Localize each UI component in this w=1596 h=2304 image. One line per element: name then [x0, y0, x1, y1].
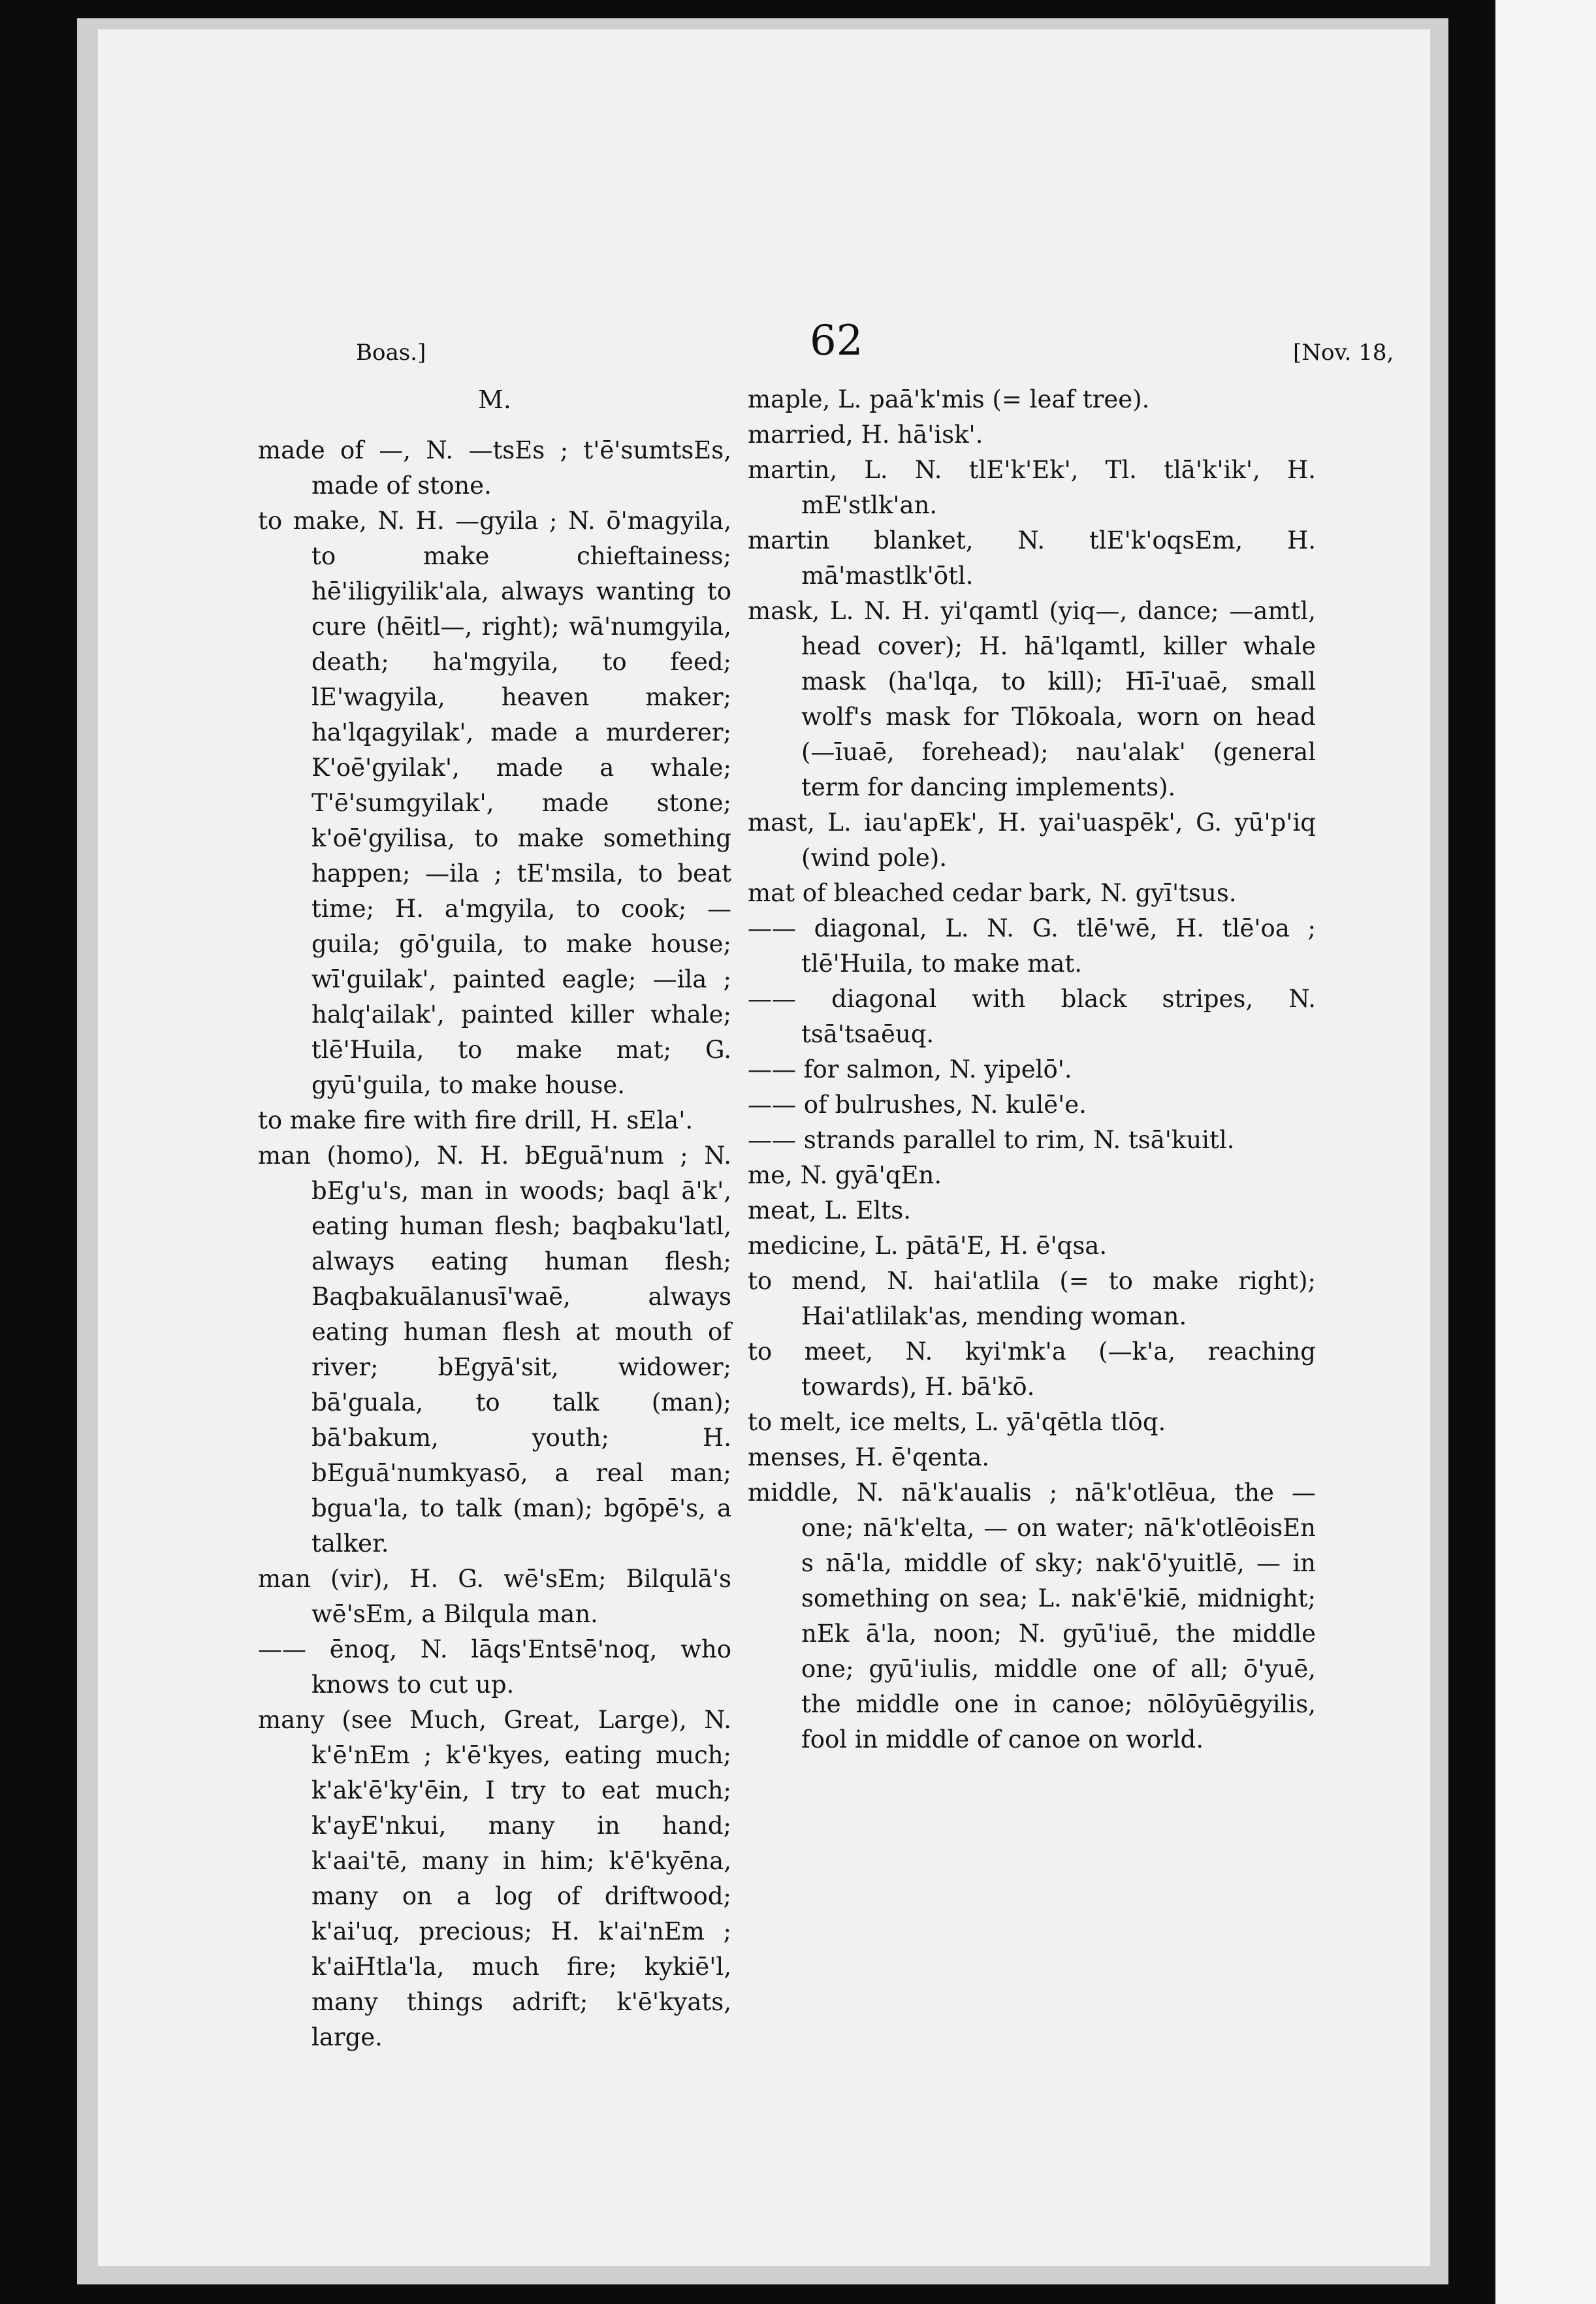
dictionary-entry: middle, N. nā'k'aualis ; nā'k'otlēua, the — one; nā'k'elta, — on water; nā'k'otlēoisEn s nā'la, middle of sky; nak'ō'yuitlē, — in something on sea; L. nak'ē'kiē, midnight; nEk ā'la, noon; N. gyū'iuē, the middle one; gyū'iulis, middle one of all; ō'yuē, the middle one in canoe; nōlōyūēgyilis, fool in middle of canoe on world. — [748, 1479, 1316, 1753]
dictionary-entry: to make fire with fire drill, H. sEla'. — [258, 1106, 694, 1134]
right-column — [748, 382, 1316, 1757]
dictionary-entry: —— diagonal with black stripes, N. tsā'tsaēuq. — [748, 985, 1316, 1048]
dictionary-entry: me, N. gyā'qEn. — [748, 1161, 942, 1189]
dictionary-entry: —— ēnoq, N. lāqs'Entsē'noq, who knows to cut up. — [258, 1635, 731, 1699]
dictionary-entry: —— for salmon, N. yipelō'. — [748, 1055, 1072, 1083]
dictionary-entry: menses, H. ē'qenta. — [748, 1443, 990, 1471]
header-date: [Nov. 18, — [1293, 340, 1394, 366]
dictionary-entry: mast, L. iau'apEk', H. yai'uaspēk', G. yū'p'iq (wind pole). — [748, 808, 1316, 872]
dictionary-entry: made of —, N. —tsEs ; t'ē'sumtsEs, made of stone. — [258, 436, 731, 500]
dictionary-entry: to melt, ice melts, L. yā'qētla tlōq. — [748, 1408, 1166, 1436]
dictionary-entry: medicine, L. pātā'E, H. ē'qsa. — [748, 1232, 1108, 1260]
dictionary-entry: to mend, N. hai'atlila (= to make right); Hai'atlilak'as, mending woman. — [748, 1267, 1316, 1330]
dictionary-entry: to meet, N. kyi'mk'a (—k'a, reaching towards), H. bā'kō. — [748, 1337, 1316, 1401]
dictionary-entry: —— of bulrushes, N. kulē'e. — [748, 1091, 1087, 1119]
dictionary-entry: to make, N. H. —gyila ; N. ō'magyila, to make chieftainess; hē'iligyilik'ala, always wanting to cure (hēitl—, right); wā'numgyila, death; ha'mgyila, to feed; lE'wagyila, heaven maker; ha'lqagyilak', made a murderer; K'oē'gyilak', made a whale; T'ē'sumgyilak', made stone; k'oē'gyilisa, to make something happen; —ila ; tE'msila, to beat time; H. a'mgyila, to cook; —guila; gō'guila, to make house; wī'guilak', painted eagle; —ila ; halq'ailak', painted killer whale; tlē'Huila, to make mat; G. gyū'guila, to make house. — [258, 507, 731, 1099]
binding-gap — [1463, 0, 1482, 2304]
dictionary-entry: —— diagonal, L. N. G. tlē'wē, H. tlē'oa ; tlē'Huila, to make mat. — [748, 914, 1316, 978]
left-column — [258, 382, 731, 2055]
dictionary-entry: mat of bleached cedar bark, N. gyī'tsus. — [748, 879, 1237, 907]
dictionary-entry: martin blanket, N. tlE'k'oqsEm, H. mā'mastlk'ōtl. — [748, 526, 1316, 590]
section-letter: M. — [478, 385, 511, 414]
dictionary-entry: many (see Much, Great, Large), N. k'ē'nEm ; k'ē'kyes, eating much; k'ak'ē'ky'ēin, I try to eat much; k'ayE'nkui, many in hand; k'aai'tē, many in him; k'ē'kyēna, many on a log of driftwood; k'ai'uq, precious; H. k'ai'nEm ; k'aiHtla'la, much fire; kykiē'l, many things adrift; k'ē'kyats, large. — [258, 1706, 731, 2051]
dictionary-entry: man (vir), H. G. wē'sEm; Bilqulā's wē'sEm, a Bilqula man. — [258, 1565, 731, 1628]
dictionary-entry: —— strands parallel to rim, N. tsā'kuitl. — [748, 1126, 1235, 1154]
next-page-edge — [1495, 0, 1596, 2304]
dictionary-entry: mask, L. N. H. yi'qamtl (yiq—, dance; —amtl, head cover); H. hā'lqamtl, killer whale mask (ha'lqa, to kill); Hī-ī'uaē, small wolf's mask for Tlōkoala, worn on head (—īuaē, forehead); nau'alak' (general term for dancing implements). — [748, 597, 1316, 801]
dictionary-entry: man (homo), N. H. bEguā'num ; N. bEg'u's, man in woods; baql ā'k', eating human flesh; baqbaku'latl, always eating human flesh; Baqbakuālanusī'waē, always eating human flesh at mouth of river; bEgyā'sit, widower; bā'guala, to talk (man); bā'bakum, youth; H. bEguā'numkyasō, a real man; bgua'la, to talk (man); bgōpē's, a talker. — [258, 1142, 731, 1558]
header-author: Boas.] — [356, 340, 426, 366]
dictionary-entry: maple, L. paā'k'mis (= leaf tree). — [748, 385, 1150, 413]
running-header — [98, 317, 1430, 369]
dictionary-entry: married, H. hā'isk'. — [748, 421, 983, 449]
page-number: 62 — [810, 317, 863, 365]
dictionary-entry: martin, L. N. tlE'k'Ek', Tl. tlā'k'ik', H. mE'stlk'an. — [748, 456, 1316, 519]
dictionary-entry: meat, L. Elts. — [748, 1196, 911, 1224]
